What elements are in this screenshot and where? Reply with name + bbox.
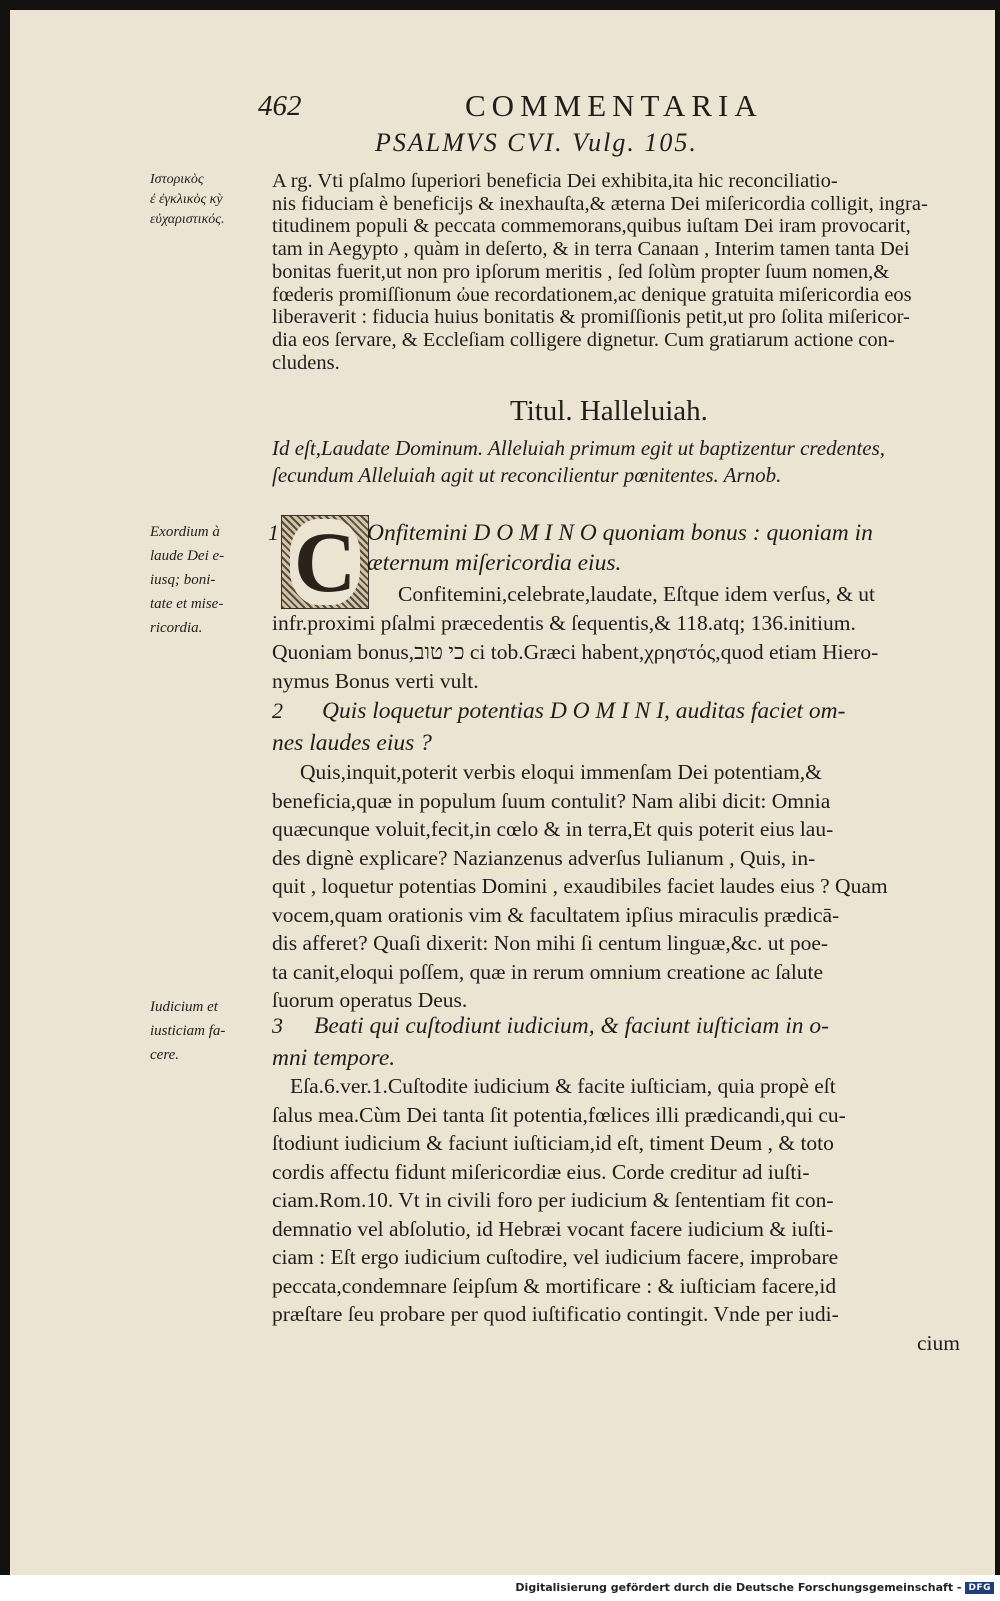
- running-title: COMMENTARIA: [465, 88, 763, 123]
- psalm-heading: PSALMVS CVI. Vulg. 105.: [375, 128, 698, 157]
- margin-note-iudicium: Iudicium et iusticiam fa- cere.: [150, 999, 226, 1063]
- text-line: peccata,condemnare ſeipſum & mortificare : & iuſticiam facere,id: [272, 1273, 837, 1298]
- text-line: cordis affectu fidunt miſericordiæ eius. Corde creditur ad iuſti-: [272, 1159, 810, 1184]
- text-line: ſalus mea.Cùm Dei tanta ſit potentia,fœlices illi prædicandi,qui cu-: [272, 1102, 846, 1127]
- verse-number: 2: [272, 698, 283, 723]
- text-line: mni tempore.: [272, 1045, 396, 1071]
- text-line: demnatio vel abſolutio, id Hebræi vocant facere iudicium & iuſti-: [272, 1216, 834, 1241]
- initial-letter: C: [290, 519, 360, 605]
- text-line: cludens.: [272, 351, 340, 374]
- text-line: dis afferet? Quaſi dixerit: Non mihi ſi centum linguæ,&c. ut poe-: [272, 931, 829, 955]
- text-line: quæcunque voluit,fecit,in cœlo & in terra,Et quis poterit eius lau-: [272, 817, 834, 841]
- text-line: Beati qui cuſtodiunt iudicium, & faciunt iuſticiam in o-: [314, 1013, 829, 1039]
- text-line: dia eos ſervare, & Eccleſiam colligere dignetur. Cum gratiarum actione con-: [272, 328, 895, 351]
- verse-3: [272, 1010, 829, 1074]
- margin-note-greek: Ιστορικὸς ἐ ἐγκλικὸς κỳ εὐχαριστικός.: [150, 172, 225, 227]
- text-line: Quis,inquit,poterit verbis eloqui immenſam Dei potentiam,&: [300, 760, 822, 784]
- text-line: æternum miſericordia eius.: [367, 550, 622, 576]
- text-line: titudinem populi & peccata commemorans,quibus iuſtam Dei iram provocarit,: [272, 215, 911, 238]
- idest-paragraph: [272, 435, 885, 489]
- text-line: ciam : Eſt ergo iudicium cuſtodire, vel iudicium facere, improbare: [272, 1245, 839, 1269]
- text-line: nymus Bonus verti vult.: [272, 669, 479, 693]
- text-line: præſtare ſeu probare per quod iuſtificatio contingit. Vnde per iudi-: [272, 1302, 839, 1326]
- text-line: beneficia,quæ in populum ſuum contulit? Nam alibi dicit: Omnia: [272, 788, 831, 813]
- text-line: liberaverit : fiducia huius bonitatis & promiſſionis petit,ut pro ſolita miſericor-: [272, 306, 910, 329]
- book-page: [10, 10, 995, 1575]
- comment-3: [272, 1072, 960, 1357]
- page-number: 462: [258, 90, 302, 122]
- credit-text: Digitalisierung gefördert durch die Deutsche Forschungsgemeinschaft -: [515, 1581, 962, 1594]
- margin-note-exordium: Exordium à laude Dei e- iusq; boni- tate et mise- ricordia.: [150, 524, 225, 636]
- psalm-title: Titul. Halleluiah.: [510, 395, 708, 427]
- catchword: cium: [917, 1330, 960, 1355]
- verse-2: [272, 695, 845, 759]
- text-line: Onfitemini D O M I N O quoniam bonus : quoniam in: [367, 520, 873, 546]
- text-line: Quis loquetur potentias D O M I N I, auditas faciet om-: [322, 698, 846, 724]
- funding-credit: [515, 1581, 994, 1594]
- text-line: ta canit,eloqui poſſem, quæ in rerum omnium creatione ac ſalute: [272, 959, 824, 984]
- text-line: nis fiduciam è beneficijs & inexhauſta,& æterna Dei miſericordia colligit, ingra-: [272, 192, 928, 215]
- verse-1: [367, 518, 873, 578]
- text-line: Confitemini,celebrate,laudate, Eſtque idem verſus, & ut: [398, 582, 876, 606]
- text-line: Id eſt,Laudate Dominum. Alleluiah primum egit ut baptizentur credentes,: [272, 436, 886, 460]
- text-line: ciam.Rom.10. Vt in civili foro per iudicium & ſententiam fit con-: [272, 1188, 834, 1212]
- text-line: ſecundum Alleluiah agit ut reconcilientur pœnitentes. Arnob.: [272, 463, 782, 487]
- comment-1: [272, 580, 878, 696]
- text-line: infr.proximi pſalmi præcedentis & ſequentis,& 118.atq; 136.initium.: [272, 611, 856, 635]
- text-line: quit , loquetur potentias Domini , exaudibiles faciet laudes eius ? Quam: [272, 874, 888, 898]
- text-line: ſuorum operatus Deus.: [272, 988, 468, 1012]
- text-line: A rg. Vti pſalmo ſuperiori beneficia Dei exhibita,ita hic reconciliatio-: [272, 170, 838, 192]
- text-line: Eſa.6.ver.1.Cuſtodite iudicium & facite iuſticiam, quia propè eſt: [290, 1074, 836, 1098]
- argument-paragraph: [272, 170, 928, 374]
- text-line: tam in Aegypto , quàm in deſerto, & in terra Canaan , Interim tamen tanta Dei: [272, 238, 910, 261]
- verse-number: 1: [268, 520, 279, 545]
- text-line: fœderis promiſſionum ὠue recordationem,ac denique gratuita miſericordia eos: [272, 283, 912, 306]
- text-line: nes laudes eius ?: [272, 730, 432, 756]
- text-line: ſtodiunt iudicium & faciunt iuſticiam,id eſt, timent Deum , & toto: [272, 1131, 834, 1155]
- verse-number: 3: [272, 1013, 283, 1038]
- text-line: des dignè explicare? Nazianzenus adverſus Iulianum , Quis, in-: [272, 845, 816, 870]
- text-line: Quoniam bonus,כי טוב ci tob.Græci habent,χρηστός,quod etiam Hiero-: [272, 640, 879, 664]
- text-line: bonitas fuerit,ut non pro ipſorum meritis , ſed ſolùm propter ſuum nomen,&: [272, 260, 890, 283]
- comment-2: [272, 758, 888, 1015]
- footer-bar: [0, 1575, 1000, 1601]
- dfg-logo-icon: DFG: [965, 1582, 994, 1594]
- text-line: vocem,quam orationis vim & facultatem ipſius miraculis prædicā-: [272, 902, 840, 927]
